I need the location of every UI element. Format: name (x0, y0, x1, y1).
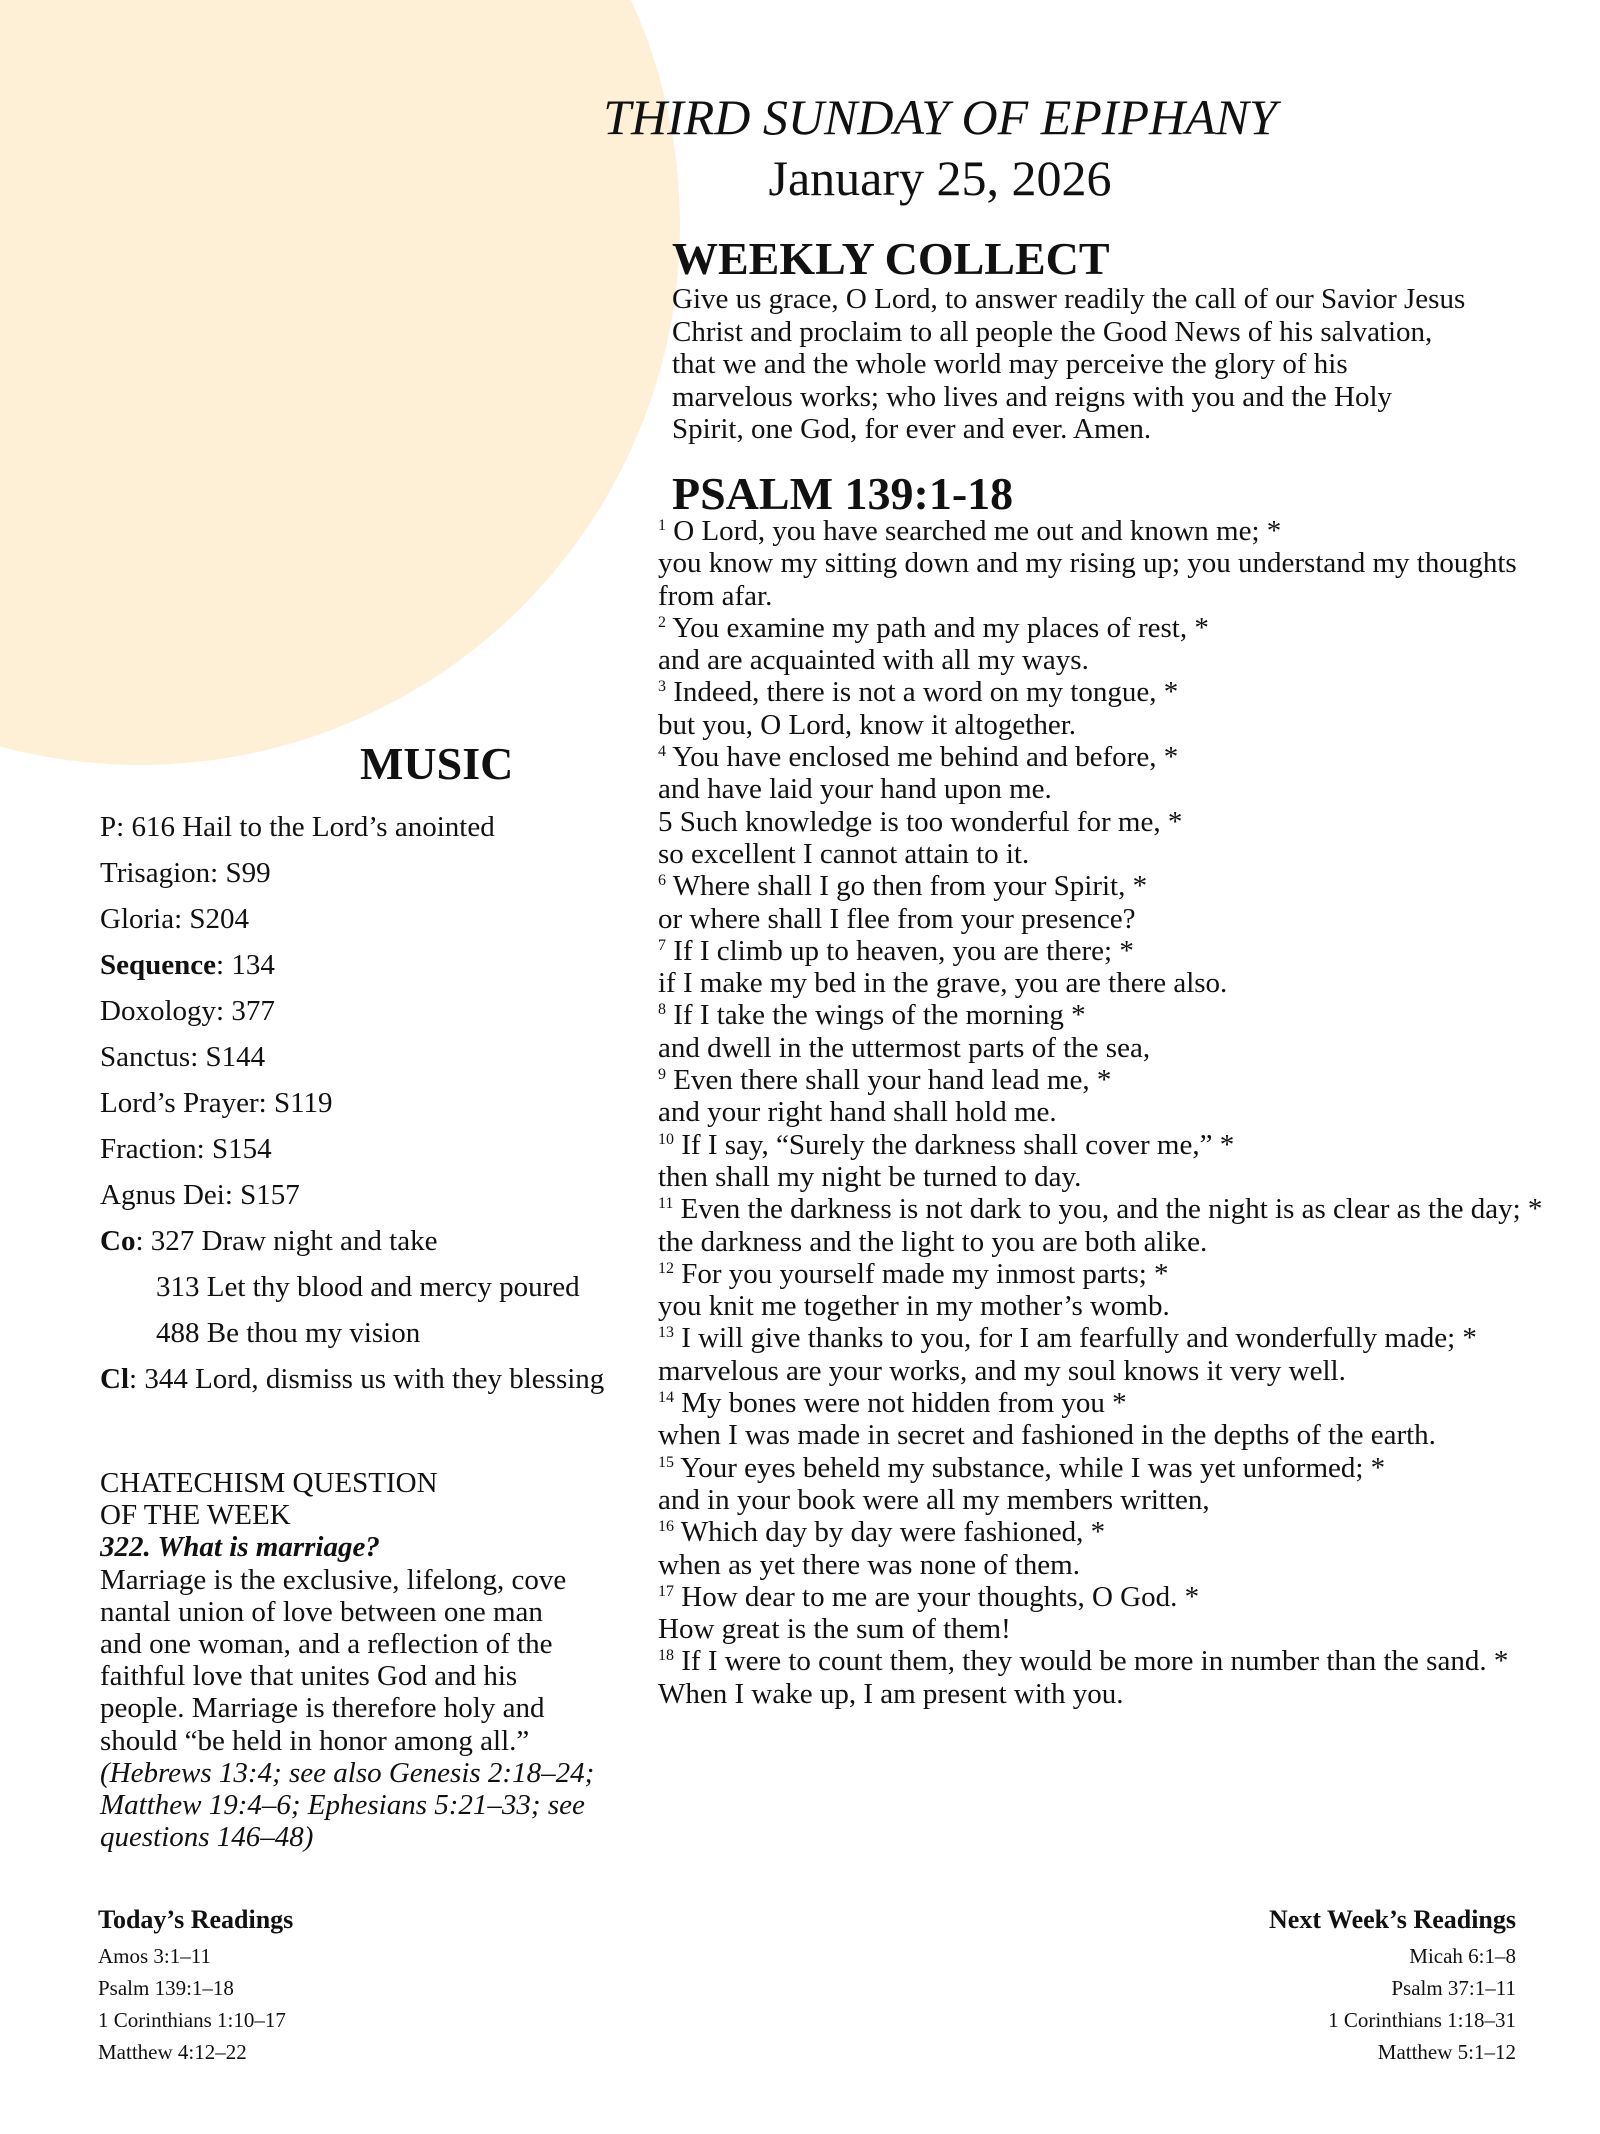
music-item-label: Doxology (100, 995, 216, 1027)
music-item-value: S119 (273, 1087, 333, 1119)
psalm-line (658, 903, 1548, 935)
psalm-line (658, 709, 1548, 741)
verse-text: You have enclosed me behind and before, * (672, 741, 1179, 774)
reading-item: 1 Corinthians 1:10–17 (98, 2008, 286, 2032)
music-item-value: S157 (240, 1179, 300, 1211)
verse-text: Your eyes beheld my substance, while I was yet unformed; * (680, 1451, 1386, 1484)
collect-line: Spirit, one God, for ever and ever. Amen. (672, 413, 1152, 445)
verse-number: 6 (658, 872, 666, 890)
todays-readings (98, 1902, 293, 2068)
music-item (100, 1356, 660, 1402)
psalm-line (658, 1678, 1548, 1710)
catechism-question: 322. What is marriage? (100, 1531, 380, 1564)
verse-text: when I was made in secret and fashioned in the depths of the earth. (658, 1419, 1436, 1452)
catechism-reference-line: (Hebrews 13:4; see also Genesis 2:18–24; (100, 1756, 595, 1789)
psalm-line (658, 1290, 1548, 1322)
music-item-separator: : (224, 1179, 241, 1211)
verse-text: Indeed, there is not a word on my tongue, * (673, 676, 1179, 709)
verse-text: or where shall I flee from your presence? (658, 902, 1136, 935)
music-item-label: Co (100, 1225, 136, 1257)
reading-item: Amos 3:1–11 (98, 1944, 211, 1968)
music-item-label: Cl (100, 1363, 129, 1395)
catechism-answer-line: people. Marriage is therefore holy and (100, 1692, 545, 1725)
music-item (100, 896, 660, 942)
verse-text: and have laid your hand upon me. (658, 773, 1052, 806)
psalm-line (658, 1032, 1548, 1064)
verse-text: then shall my night be turned to day. (658, 1160, 1082, 1193)
psalm-line (658, 773, 1548, 805)
psalm-line (658, 1387, 1548, 1419)
music-item-separator: : (116, 811, 132, 843)
music-item-label: Trisagion (100, 857, 211, 889)
psalm-line (658, 806, 1548, 838)
music-item (100, 942, 660, 988)
music-item-label: Sequence (100, 949, 216, 981)
music-item-label: Agnus Dei (100, 1179, 225, 1211)
psalm-line (658, 612, 1548, 644)
verse-number: 12 (658, 1259, 674, 1277)
music-item-value: S154 (211, 1133, 272, 1165)
music-item-separator: : (258, 1087, 274, 1119)
verse-text: marvelous are your works, and my soul knows it very well. (658, 1354, 1346, 1387)
psalm-line (658, 1581, 1548, 1613)
psalm-line (658, 1226, 1548, 1258)
verse-number: 4 (658, 743, 666, 761)
collect-line: Give us grace, O Lord, to answer readily the call of our Savior Jesus (672, 283, 1466, 315)
music-item-label: Gloria (100, 903, 175, 935)
psalm-heading: PSALM 139:1-18 (672, 468, 1014, 519)
catechism-section (100, 1467, 640, 1853)
music-item (100, 1310, 660, 1356)
psalm-line (658, 1452, 1548, 1484)
psalm-line (658, 515, 1548, 547)
psalm-line (658, 1096, 1548, 1128)
psalm-line (658, 1355, 1548, 1387)
music-list (100, 804, 660, 1402)
verse-text: For you yourself made my inmost parts; * (681, 1257, 1169, 1290)
psalm-text (658, 515, 1548, 1710)
verse-text: Even the darkness is not dark to you, and the night is as clear as the day; * (680, 1193, 1543, 1226)
verse-number: 16 (658, 1518, 674, 1536)
verse-text: and dwell in the uttermost parts of the sea, (658, 1031, 1151, 1064)
verse-number: 15 (658, 1453, 674, 1471)
verse-text: If I say, “Surely the darkness shall cover me,” * (681, 1128, 1235, 1161)
psalm-line (658, 1484, 1548, 1516)
music-item-value: 616 Hail to the Lord’s anointed (131, 811, 495, 843)
music-item-separator: : (190, 1041, 206, 1073)
catechism-reference-line: questions 146–48) (100, 1821, 314, 1854)
psalm-line (658, 547, 1548, 612)
music-item (100, 1080, 660, 1126)
verse-text: Even there shall your hand lead me, * (673, 1064, 1112, 1097)
music-item-separator: : (216, 949, 232, 981)
service-date: January 25, 2026 (768, 150, 1112, 206)
music-item-value: 134 (231, 949, 275, 981)
music-item-separator: : (129, 1363, 145, 1395)
psalm-line (658, 1193, 1548, 1225)
verse-text: You examine my path and my places of rest, * (672, 611, 1209, 644)
verse-text: so excellent I cannot attain to it. (658, 837, 1030, 870)
psalm-line (658, 1516, 1548, 1548)
catechism-answer (100, 1564, 640, 1757)
verse-number: 7 (658, 936, 666, 954)
psalm-line (658, 935, 1548, 967)
verse-text: 5 Such knowledge is too wonderful for me, * (658, 805, 1183, 838)
collect-line: Christ and proclaim to all people the Good News of his salvation, (672, 315, 1433, 348)
psalm-line (658, 999, 1548, 1031)
verse-number: 13 (658, 1324, 674, 1342)
verse-number: 9 (658, 1066, 666, 1084)
music-item-value: S204 (189, 903, 250, 935)
verse-number: 8 (658, 1001, 666, 1019)
psalm-line (658, 1258, 1548, 1290)
music-item-separator: : (174, 903, 190, 935)
next-weeks-readings (1269, 1902, 1516, 2068)
music-item-separator: : (216, 995, 232, 1027)
collect-line: marvelous works; who lives and reigns with you and the Holy (672, 380, 1393, 413)
reading-item: Matthew 5:1–12 (1377, 2040, 1516, 2064)
todays-readings-heading: Today’s Readings (98, 1905, 294, 1934)
music-item-value: 344 Lord, dismiss us with they blessing (144, 1363, 605, 1395)
reading-item: Psalm 139:1–18 (98, 1976, 234, 2000)
page-title: THIRD SUNDAY OF EPIPHANY (603, 89, 1277, 145)
verse-text: My bones were not hidden from you * (681, 1387, 1127, 1420)
psalm-line (658, 676, 1548, 708)
music-item-value: S99 (225, 857, 271, 889)
verse-text: How dear to me are your thoughts, O God. * (681, 1580, 1200, 1613)
verse-text: If I climb up to heaven, you are there; * (673, 934, 1134, 967)
music-item (100, 850, 660, 896)
psalm-line (658, 644, 1548, 676)
music-item (100, 1264, 660, 1310)
catechism-answer-line: Marriage is the exclusive, lifelong, cove (100, 1563, 567, 1596)
reading-item: Micah 6:1–8 (1409, 1944, 1516, 1968)
music-item (100, 1218, 660, 1264)
catechism-heading: CHATECHISM QUESTION (100, 1467, 438, 1499)
music-item-label: Fraction (100, 1133, 197, 1165)
verse-number: 3 (658, 678, 666, 696)
verse-text: When I wake up, I am present with you. (658, 1677, 1124, 1710)
music-item-value: 488 Be thou my vision (156, 1317, 421, 1349)
psalm-line (658, 1129, 1548, 1161)
verse-number: 10 (658, 1130, 674, 1148)
psalm-line (658, 1419, 1548, 1451)
verse-text: and in your book were all my members written, (658, 1483, 1210, 1516)
verse-number: 18 (658, 1647, 674, 1665)
verse-text: you know my sitting down and my rising up; you understand my thoughts from afar. (658, 547, 1517, 612)
psalm-line (658, 1064, 1548, 1096)
verse-number: 17 (658, 1582, 674, 1600)
verse-number: 11 (658, 1195, 674, 1213)
music-item-separator: : (210, 857, 226, 889)
music-item-value: 313 Let thy blood and mercy poured (156, 1271, 580, 1303)
catechism-reference-line: Matthew 19:4–6; Ephesians 5:21–33; see (100, 1789, 585, 1822)
music-item-label: P (100, 811, 117, 843)
music-item-value: 327 Draw night and take (150, 1225, 438, 1257)
verse-text: If I take the wings of the morning * (673, 999, 1086, 1032)
catechism-answer-line: and one woman, and a reflection of the (100, 1628, 553, 1661)
verse-text: Which day by day were fashioned, * (680, 1516, 1106, 1549)
music-heading: MUSIC (360, 738, 514, 789)
verse-text: Where shall I go then from your Spirit, * (672, 870, 1148, 903)
collect-text (672, 283, 1532, 446)
verse-text: when as yet there was none of them. (658, 1548, 1080, 1581)
music-item (100, 804, 660, 850)
verse-text: How great is the sum of them! (658, 1613, 1011, 1646)
next-weeks-readings-heading: Next Week’s Readings (1269, 1905, 1516, 1934)
psalm-line (658, 967, 1548, 999)
music-item-separator: : (196, 1133, 212, 1165)
psalm-line (658, 1645, 1548, 1677)
catechism-answer-line: nantal union of love between one man (100, 1595, 543, 1628)
catechism-answer-line: should “be held in honor among all.” (100, 1724, 530, 1757)
music-item (100, 988, 660, 1034)
psalm-line (658, 870, 1548, 902)
verse-text: and are acquainted with all my ways. (658, 644, 1089, 677)
verse-text: but you, O Lord, know it altogether. (658, 708, 1077, 741)
verse-text: O Lord, you have searched me out and known me; * (673, 515, 1282, 547)
verse-text: the darkness and the light to you are both alike. (658, 1225, 1208, 1258)
verse-number: 1 (658, 517, 666, 534)
verse-number: 14 (658, 1389, 674, 1407)
verse-text: I will give thanks to you, for I am fearfully and wonderfully made; * (681, 1322, 1477, 1355)
reading-item: 1 Corinthians 1:18–31 (1328, 2008, 1516, 2032)
psalm-line (658, 1549, 1548, 1581)
catechism-heading: OF THE WEEK (100, 1499, 291, 1532)
psalm-line (658, 741, 1548, 773)
psalm-line (658, 838, 1548, 870)
catechism-answer-line: faithful love that unites God and his (100, 1660, 518, 1693)
psalm-line (658, 1322, 1548, 1354)
music-item-value: 377 (231, 995, 275, 1027)
music-item (100, 1126, 660, 1172)
psalm-line (658, 1161, 1548, 1193)
music-item-label: Lord’s Prayer (100, 1087, 259, 1119)
music-item (100, 1034, 660, 1080)
music-item-value: S144 (205, 1041, 266, 1073)
verse-text: you knit me together in my mother’s womb. (658, 1290, 1170, 1323)
verse-text: If I were to count them, they would be more in number than the sand. * (681, 1645, 1509, 1678)
verse-number: 2 (658, 613, 666, 631)
verse-text: and your right hand shall hold me. (658, 1096, 1057, 1129)
music-item-separator: : (135, 1225, 151, 1257)
music-item-label: Sanctus (100, 1041, 191, 1073)
collect-heading: WEEKLY COLLECT (672, 233, 1110, 284)
reading-item: Psalm 37:1–11 (1391, 1976, 1516, 2000)
music-item (100, 1172, 660, 1218)
psalm-line (658, 1613, 1548, 1645)
collect-line: that we and the whole world may perceive the glory of his (672, 348, 1348, 380)
reading-item: Matthew 4:12–22 (98, 2040, 247, 2064)
verse-text: if I make my bed in the grave, you are there also. (658, 967, 1228, 1000)
catechism-references (100, 1757, 640, 1854)
